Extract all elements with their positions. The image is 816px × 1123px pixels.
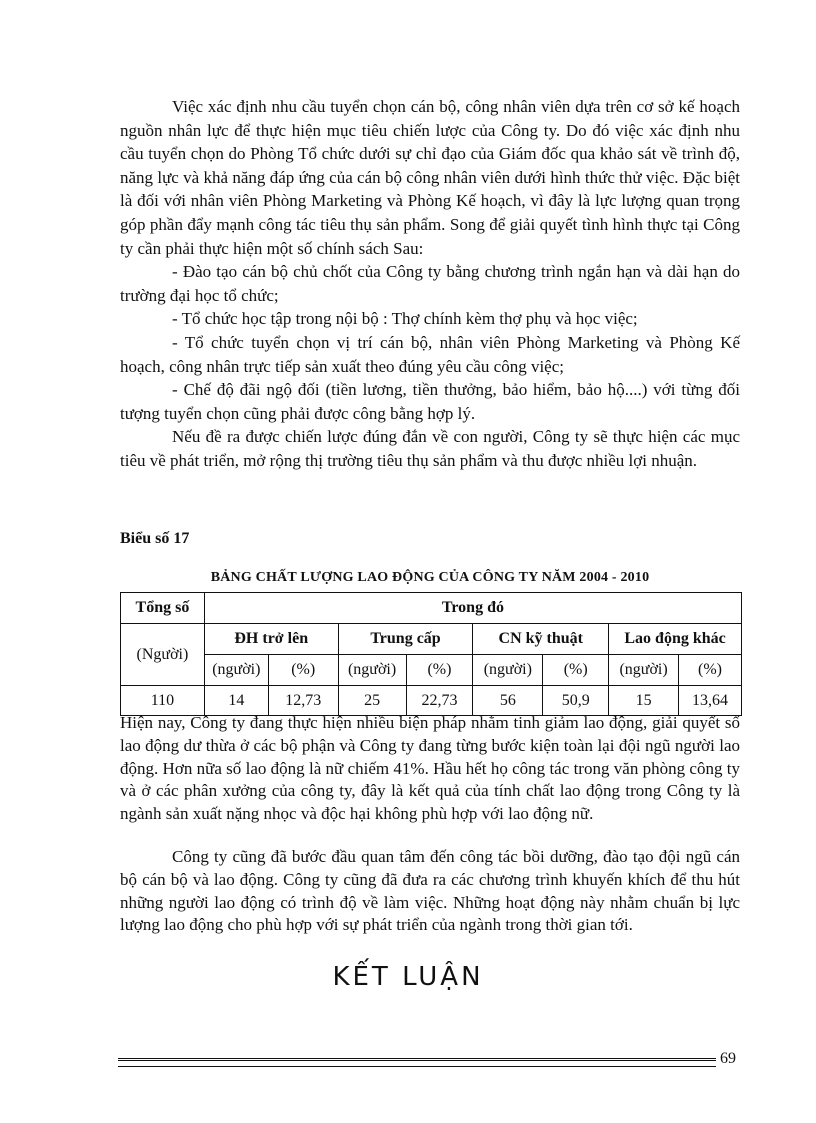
header-breakdown: Trong đó [204,593,741,624]
labor-quality-table [120,592,742,716]
paragraph-training-efforts: Công ty cũng đã bước đầu quan tâm đến công tác bồi dưỡng, đào tạo đội ngũ cán bộ cán bộ và lao động. Công ty cũng đã đưa ra các chương trình khuyến khích để thu hút những người lao động có trình độ về làm việc. Những hoạt động này nhằm chuẩn bị lực lượng lao động cho phù hợp với sự phát triển của ngành trong thời gian tới. [120,847,740,935]
table-cell: 22,73 [406,686,473,716]
table-cell: 15 [609,686,679,716]
body-text-top [120,95,740,473]
subheader-cell: (người) [609,655,679,686]
table-cell: 25 [338,686,406,716]
header-group-intermediate: Trung cấp [338,624,473,655]
table-cell: 50,9 [543,686,609,716]
subheader-cell: (người) [204,655,268,686]
subheader-cell: (người) [473,655,543,686]
table-cell: 110 [121,686,205,716]
subheader-cell: (%) [268,655,338,686]
table-caption: Biểu số 17 [120,530,190,547]
table-row [121,686,742,716]
subheader-cell: (%) [406,655,473,686]
table-cell: 56 [473,686,543,716]
table-title: BẢNG CHẤT LƯỢNG LAO ĐỘNG CỦA CÔNG TY NĂM 2004 - 2010 [210,570,650,585]
paragraph-current-measures: Hiện nay, Công ty đang thực hiện nhiều biện pháp nhằm tinh giảm lao động, giải quyết số lao động dư thừa ở các bộ phận và Công ty đang từng bước kiện toàn lại đội ngũ người lao động. Hơn nữa số lao động là nữ chiếm 41%. Hầu hết họ công tác trong văn phòng công ty và ở các phân xưởng của công ty, đây là kết quả của tính chất lao động trong Công ty là ngành sản xuất nặng nhọc và độc hại không phù hợp với lao động nữ. [120,713,740,824]
table-cell: 13,64 [679,686,742,716]
section-heading: KẾT LUẬN [332,962,484,992]
subheader-cell: (%) [679,655,742,686]
paragraph-intro: Việc xác định nhu cầu tuyển chọn cán bộ, công nhân viên dựa trên cơ sở kế hoạch nguồn nhân lực để thực hiện mục tiêu chiến lược của Công ty. Do đó việc xác định nhu cầu tuyển chọn do Phòng Tổ chức dưới sự chỉ đạo của Giám đốc qua khảo sát về trình độ, năng lực và khả năng đáp ứng của cán bộ công nhân viên dưới hình thức thử việc. Đặc biệt là đối với nhân viên Phòng Marketing và Phòng Kế hoạch, vì đây là lực lượng quan trọng góp phần đẩy mạnh công tác tiêu thụ sản phẩm. Song để giải quyết tình hình thực tại Công ty cần phải thực hiện một số chính sách Sau: [120,97,740,258]
footer-rule-thin [118,1066,716,1067]
bullet-compensation: - Chế độ đãi ngộ đối (tiền lương, tiền thưởng, bảo hiểm, bảo hộ....) với từng đối tượng tuyển chọn cũng phải được công bằng hợp lý. [120,380,740,423]
footer-rule [118,1058,716,1061]
subheader-cell: (%) [543,655,609,686]
subheader-cell: (người) [338,655,406,686]
header-total: Tổng số [121,593,205,624]
header-group-university: ĐH trở lên [204,624,338,655]
header-group-technical: CN kỹ thuật [473,624,609,655]
table-cell: 12,73 [268,686,338,716]
bullet-recruitment: - Tổ chức tuyển chọn vị trí cán bộ, nhân viên Phòng Marketing và Phòng Kế hoạch, công nhân trực tiếp sản xuất theo đúng yêu cầu công việc; [120,332,740,376]
header-total-unit: (Người) [121,624,205,686]
body-text-bottom [120,846,740,937]
page-number: 69 [720,1050,736,1067]
bullet-internal-learning: - Tổ chức học tập trong nội bộ : Thợ chính kèm thợ phụ và học việc; [172,309,638,329]
header-group-other: Lao động khác [609,624,742,655]
table-cell: 14 [204,686,268,716]
bullet-training: - Đào tạo cán bộ chủ chốt của Công ty bằng chương trình ngắn hạn và dài hạn do trường đại học tổ chức; [120,262,740,305]
paragraph-strategy: Nếu đề ra được chiến lược đúng đắn về con người, Công ty sẽ thực hiện các mục tiêu về phát triển, mở rộng thị trường tiêu thụ sản phẩm và thu được nhiều lợi nhuận. [120,427,740,470]
body-text-middle [120,712,740,826]
